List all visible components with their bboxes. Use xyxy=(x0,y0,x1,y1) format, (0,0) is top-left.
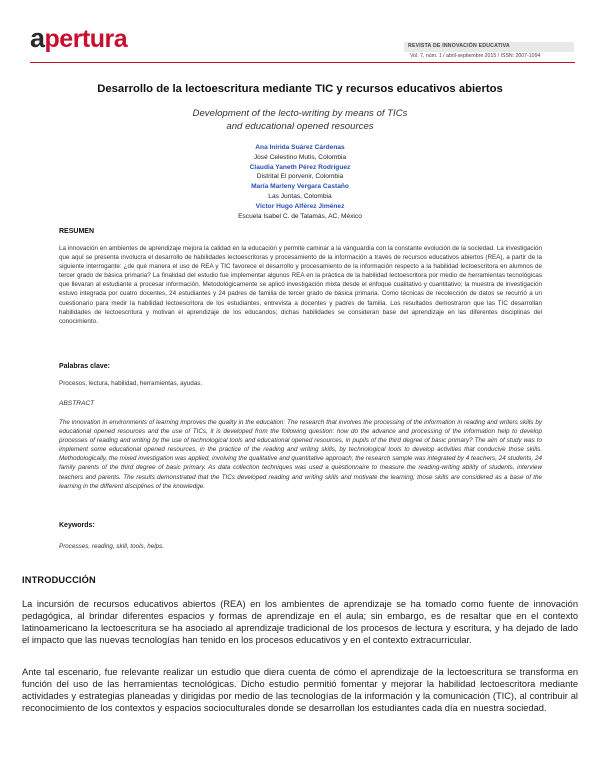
header-divider xyxy=(30,62,575,63)
palabras-clave-heading: Palabras clave: xyxy=(59,363,110,370)
author-name: Víctor Hugo Alférez Jiménez xyxy=(255,202,345,210)
author-name: Claudia Yaneth Pérez Rodríguez xyxy=(249,163,351,171)
intro-paragraph-2: Ante tal escenario, fue relevante realizar un estudio que diera cuenta de cómo el aprendizaje de la lectoescritura se transforma en función del uso de las herramientas tecnológicas. Dicho estudio permitió fomentar y mejorar la habilidad lectoescritora mediante actividades y estrategias planeadas y dirigidas por medio de las tecnologías de la información y la comunicación (TIC), al contribuir al reconocimiento de los contextos y espacios socioculturales donde se desarrollan los estudiantes cada día en nuestra sociedad. xyxy=(22,667,578,714)
journal-logo xyxy=(30,23,128,53)
author-affiliation: Escuela Isabel C. de Talamás, AC, México xyxy=(238,212,362,220)
resumen-heading: RESUMEN xyxy=(59,228,95,235)
author-affiliation: Distrital El porvenir, Colombia xyxy=(256,173,344,181)
volume-info: Vol. 7, núm. 1 / abril-septiembre 2015 / ISSN: 2007-1094 xyxy=(410,53,541,59)
author-affiliation: Las Juntas, Colombia xyxy=(268,192,332,200)
logo-letter-a: a xyxy=(30,23,45,53)
palabras-clave: Procesos, lectura, habilidad, herramientas, ayudas. xyxy=(59,380,203,387)
logo-text: pertura xyxy=(44,25,128,53)
intro-paragraph-1: La incursión de recursos educativos abiertos (REA) en los ambientes de aprendizaje se ha tomado como fuente de innovación pedagógica, al brindar diferentes espacios y formas de aprendizaje en el aula; sin embargo, es de resaltar que en el contexto latinoamericano la lectoescritura se ha asociado al aprendizaje tradicional de los procesos de lectura y escritura, y ha dejado de lado el impacto que las nuevas tecnologías han tenido en los procesos educativos y en el contexto extracurricular. xyxy=(22,599,578,646)
authors-block xyxy=(0,143,600,221)
introduccion-heading: INTRODUCCIÓN xyxy=(22,575,96,585)
article-title: Desarrollo de la lectoescritura mediante TIC y recursos educativos abiertos xyxy=(97,83,503,95)
keywords: Processes, reading, skill, tools, helps. xyxy=(59,543,164,550)
keywords-heading: Keywords: xyxy=(59,522,95,529)
article-title-en-line1: Development of the lecto-writing by means of TICs xyxy=(192,108,408,119)
journal-info xyxy=(404,42,574,61)
journal-name: REVISTA DE INNOVACIÓN EDUCATIVA xyxy=(404,42,574,52)
author-name: María Marleny Vergara Castaño xyxy=(251,183,349,191)
author-affiliation: José Celestino Mutis, Colombia xyxy=(253,153,347,161)
article-title-en-line2: and educational opened resources xyxy=(226,121,374,132)
abstract-text: The innovation in environments of learning improves the quality in the education: The research that involves the processing of the information in reading and writers skills by educational opened resources and the use of TICs, it is developed from the following question: how do the advance and processing of the information help to develop processes of reading and writing by the use of technological tools and educational opened resources, in pupils of the third degree of basic primary? The aim of study was to implement some educational opened resources, in the practice of the reading and writing skills, by technological tools to develop activities that conducive those skills. Methodologically, the mixed investigation was applied, involving the qualitative and quantitative approach; the research sample was integrated by 4 teachers, 24 students, 24 family parents of the third degree of basic primary. As data collection techniques was used a questionnaire to measure the reading-writing ability of students, interview teachers and parents. The results demonstrated that the TICs developed reading and writing skills and motivate the learning; those skills are considered as a base of the learning in the different disciplines of the knowledge. xyxy=(59,419,542,490)
resumen-text: La innovación en ambientes de aprendizaje mejora la calidad en la educación y permite caminar a la vanguardia con la constante evolución de la sociedad. La investigación que aquí se presenta involucra el desarrollo de habilidades lectoescritoras y procesamiento de la información a través de recursos educativos abiertos (REA), a partir de la siguiente interrogante: ¿de qué manera el uso de REA y TIC favorece el desarrollo y procesamiento de la información respecto a la habilidad lectoescritora en alumnos de tercer grado de básica primaria? La finalidad del estudio fue implementar algunos REA en la práctica de la habilidad lectoescritora por medio de herramientas tecnológicas que llevaran al estudiante a procesar información. Metodológicamente se aplicó investigación mixta desde el enfoque cualitativo y cuantitativo; la muestra de investigación estuvo integrada por cuatro docentes, 24 estudiantes y 24 padres de familia de tercer grado de básica primaria. Como técnicas de recolección de datos se recurrió a un cuestionario para medir la habilidad lectoescritora de los estudiantes, entrevista a docentes y padres de familia. Los resultados demostraron que las TIC desarrollan habilidades de lectoescritura y motivan el aprendizaje de los educandos; dichas habilidades se consideran base del aprendizaje en las diferentes disciplinas del conocimiento. xyxy=(59,245,542,325)
abstract-heading: ABSTRACT xyxy=(59,400,95,407)
author-name: Ana Inirida Suárez Cárdenas xyxy=(255,144,345,151)
